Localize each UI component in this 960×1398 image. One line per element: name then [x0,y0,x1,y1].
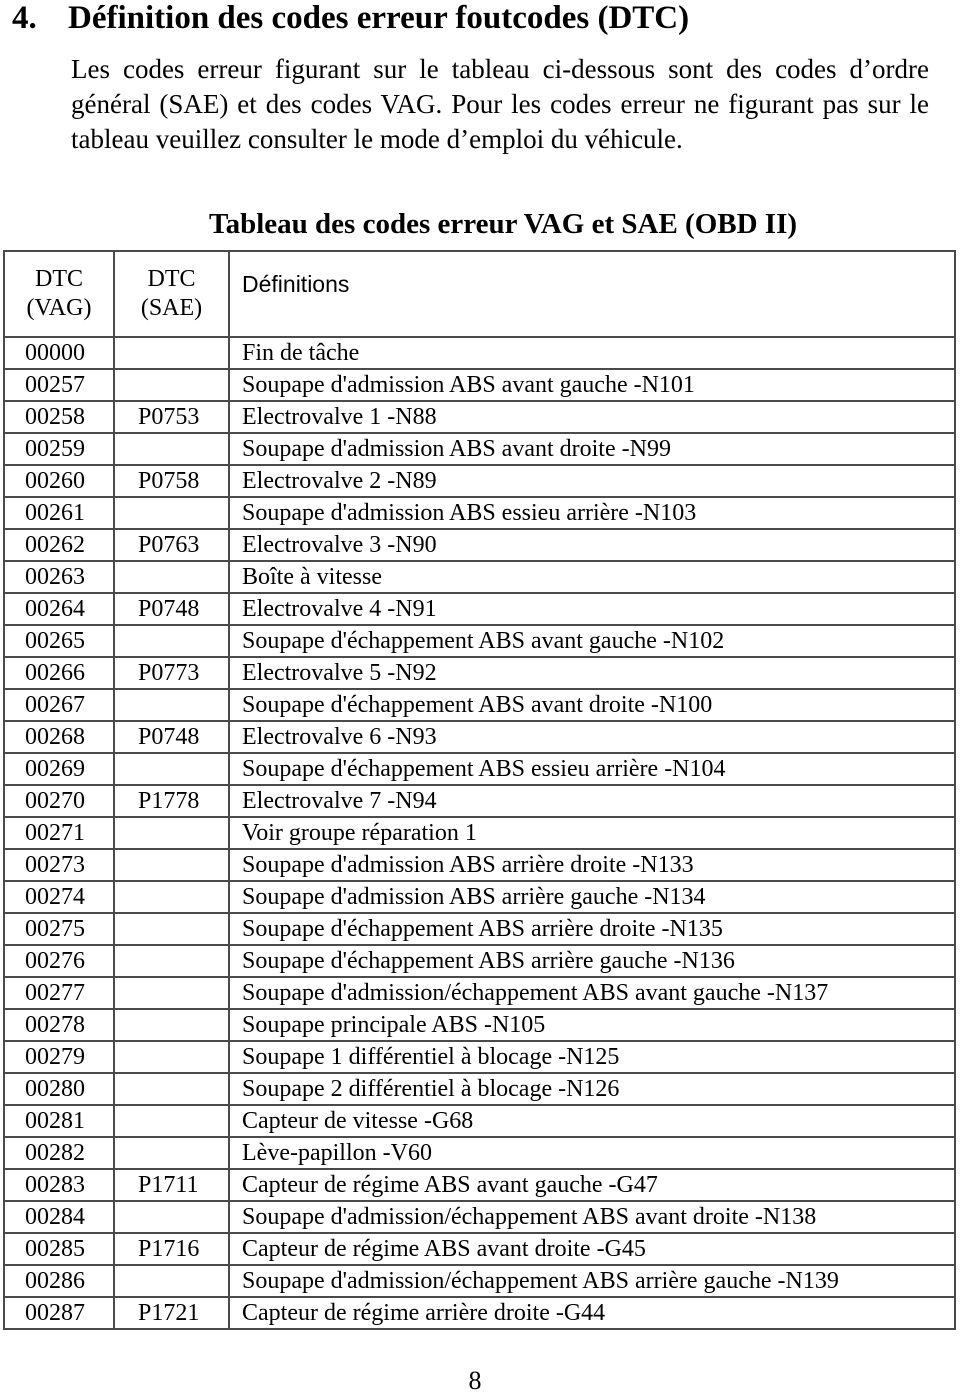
cell-dtc-vag: 00287 [4,1297,114,1329]
page-number: 8 [468,1366,482,1395]
cell-dtc-sae: P1721 [114,1297,229,1329]
cell-dtc-vag: 00283 [4,1169,114,1201]
cell-dtc-sae: P0748 [114,593,229,625]
cell-definition: Soupape d'admission/échappement ABS avant droite -N138 [229,1201,955,1233]
cell-dtc-sae [114,497,229,529]
table-row [4,593,955,625]
table-row [4,497,955,529]
cell-definition: Soupape d'admission ABS arrière droite -N133 [229,849,955,881]
table-row [4,1265,955,1297]
cell-dtc-vag: 00000 [4,337,114,369]
cell-dtc-vag: 00261 [4,497,114,529]
table-row [4,1105,955,1137]
cell-definition: Soupape d'échappement ABS avant droite -N100 [229,689,955,721]
cell-dtc-sae: P1711 [114,1169,229,1201]
cell-dtc-sae: P0753 [114,401,229,433]
table-row [4,945,955,977]
cell-dtc-vag: 00264 [4,593,114,625]
cell-dtc-sae: P0748 [114,721,229,753]
cell-dtc-sae [114,913,229,945]
cell-definition: Soupape d'admission/échappement ABS avant gauche -N137 [229,977,955,1009]
cell-dtc-sae: P1716 [114,1233,229,1265]
cell-dtc-sae [114,1265,229,1297]
cell-dtc-vag: 00259 [4,433,114,465]
table-row [4,721,955,753]
cell-dtc-sae [114,689,229,721]
cell-dtc-vag: 00282 [4,1137,114,1169]
cell-definition: Electrovalve 7 -N94 [229,785,955,817]
intro-paragraph: Les codes erreur figurant sur le tableau ci-dessous sont des codes d’ordre général (SAE) et des codes VAG. Pour les codes erreur ne figurant pas sur le tableau veuillez consulter le mode d’emploi du véhicule. [71,54,929,154]
cell-definition: Electrovalve 4 -N91 [229,593,955,625]
cell-definition: Voir groupe réparation 1 [229,817,955,849]
section-title: Définition des codes erreur foutcodes (DTC) [68,0,690,36]
cell-dtc-sae [114,1137,229,1169]
cell-dtc-vag: 00286 [4,1265,114,1297]
table-row [4,817,955,849]
cell-dtc-sae [114,433,229,465]
cell-dtc-vag: 00269 [4,753,114,785]
cell-dtc-vag: 00279 [4,1041,114,1073]
cell-dtc-vag: 00260 [4,465,114,497]
cell-definition: Soupape d'échappement ABS avant gauche -N102 [229,625,955,657]
section-heading [12,0,689,37]
cell-definition: Soupape d'admission ABS arrière gauche -N134 [229,881,955,913]
cell-definition: Lève-papillon -V60 [229,1137,955,1169]
cell-dtc-sae [114,1201,229,1233]
cell-definition: Soupape 1 différentiel à blocage -N125 [229,1041,955,1073]
cell-dtc-vag: 00274 [4,881,114,913]
table-title: Tableau des codes erreur VAG et SAE (OBD II) [208,208,798,240]
cell-dtc-vag: 00285 [4,1233,114,1265]
table-row [4,561,955,593]
table-row [4,337,955,369]
cell-dtc-sae [114,945,229,977]
cell-definition: Soupape d'admission ABS avant droite -N99 [229,433,955,465]
header-definitions: Définitions [229,251,955,337]
cell-dtc-sae [114,1073,229,1105]
cell-dtc-vag: 00276 [4,945,114,977]
cell-definition: Soupape d'admission ABS essieu arrière -N103 [229,497,955,529]
cell-dtc-vag: 00270 [4,785,114,817]
cell-dtc-sae: P0773 [114,657,229,689]
table-row [4,881,955,913]
cell-dtc-vag: 00284 [4,1201,114,1233]
table-row [4,1201,955,1233]
cell-definition: Electrovalve 2 -N89 [229,465,955,497]
table-row [4,1169,955,1201]
header-dtc-vag: DTC (VAG) [4,251,114,337]
cell-definition: Electrovalve 1 -N88 [229,401,955,433]
cell-dtc-vag: 00278 [4,1009,114,1041]
cell-definition: Electrovalve 6 -N93 [229,721,955,753]
cell-dtc-sae [114,977,229,1009]
section-number: 4. [12,0,37,36]
table-row [4,529,955,561]
table-row [4,1297,955,1329]
cell-definition: Soupape 2 différentiel à blocage -N126 [229,1073,955,1105]
table-row [4,977,955,1009]
cell-definition: Soupape d'admission ABS avant gauche -N101 [229,369,955,401]
cell-dtc-sae [114,1009,229,1041]
cell-dtc-sae [114,1041,229,1073]
cell-dtc-sae [114,625,229,657]
table-row [4,625,955,657]
cell-definition: Soupape d'échappement ABS arrière droite -N135 [229,913,955,945]
cell-dtc-sae [114,849,229,881]
cell-definition: Soupape principale ABS -N105 [229,1009,955,1041]
cell-dtc-vag: 00280 [4,1073,114,1105]
table-row [4,465,955,497]
cell-definition: Electrovalve 5 -N92 [229,657,955,689]
table-row [4,1233,955,1265]
cell-dtc-sae: P0758 [114,465,229,497]
cell-dtc-vag: 00268 [4,721,114,753]
table-row [4,753,955,785]
cell-dtc-vag: 00258 [4,401,114,433]
cell-dtc-vag: 00263 [4,561,114,593]
table-header-row [4,251,955,337]
cell-dtc-vag: 00271 [4,817,114,849]
table-row [4,1009,955,1041]
cell-dtc-vag: 00262 [4,529,114,561]
cell-definition: Electrovalve 3 -N90 [229,529,955,561]
cell-dtc-vag: 00277 [4,977,114,1009]
cell-dtc-vag: 00267 [4,689,114,721]
cell-dtc-vag: 00257 [4,369,114,401]
cell-dtc-sae [114,881,229,913]
cell-dtc-vag: 00275 [4,913,114,945]
cell-definition: Soupape d'admission/échappement ABS arrière gauche -N139 [229,1265,955,1297]
cell-definition: Capteur de vitesse -G68 [229,1105,955,1137]
header-dtc-sae: DTC (SAE) [114,251,229,337]
cell-dtc-sae [114,753,229,785]
cell-definition: Capteur de régime ABS avant gauche -G47 [229,1169,955,1201]
cell-dtc-vag: 00266 [4,657,114,689]
cell-definition: Soupape d'échappement ABS arrière gauche -N136 [229,945,955,977]
table-row [4,913,955,945]
table-row [4,849,955,881]
cell-definition: Boîte à vitesse [229,561,955,593]
table-row [4,1041,955,1073]
table-row [4,1073,955,1105]
table-row [4,401,955,433]
cell-dtc-sae: P1778 [114,785,229,817]
cell-definition: Fin de tâche [229,337,955,369]
cell-dtc-sae [114,337,229,369]
cell-dtc-vag: 00265 [4,625,114,657]
dtc-table [3,250,956,1330]
table-row [4,1137,955,1169]
table-row [4,657,955,689]
table-row [4,369,955,401]
cell-dtc-sae [114,1105,229,1137]
cell-dtc-sae [114,369,229,401]
cell-definition: Capteur de régime ABS avant droite -G45 [229,1233,955,1265]
cell-definition: Capteur de régime arrière droite -G44 [229,1297,955,1329]
cell-dtc-sae [114,561,229,593]
table-row [4,689,955,721]
cell-dtc-vag: 00281 [4,1105,114,1137]
table-row [4,433,955,465]
cell-dtc-sae [114,817,229,849]
cell-definition: Soupape d'échappement ABS essieu arrière -N104 [229,753,955,785]
cell-dtc-vag: 00273 [4,849,114,881]
cell-dtc-sae: P0763 [114,529,229,561]
table-row [4,785,955,817]
